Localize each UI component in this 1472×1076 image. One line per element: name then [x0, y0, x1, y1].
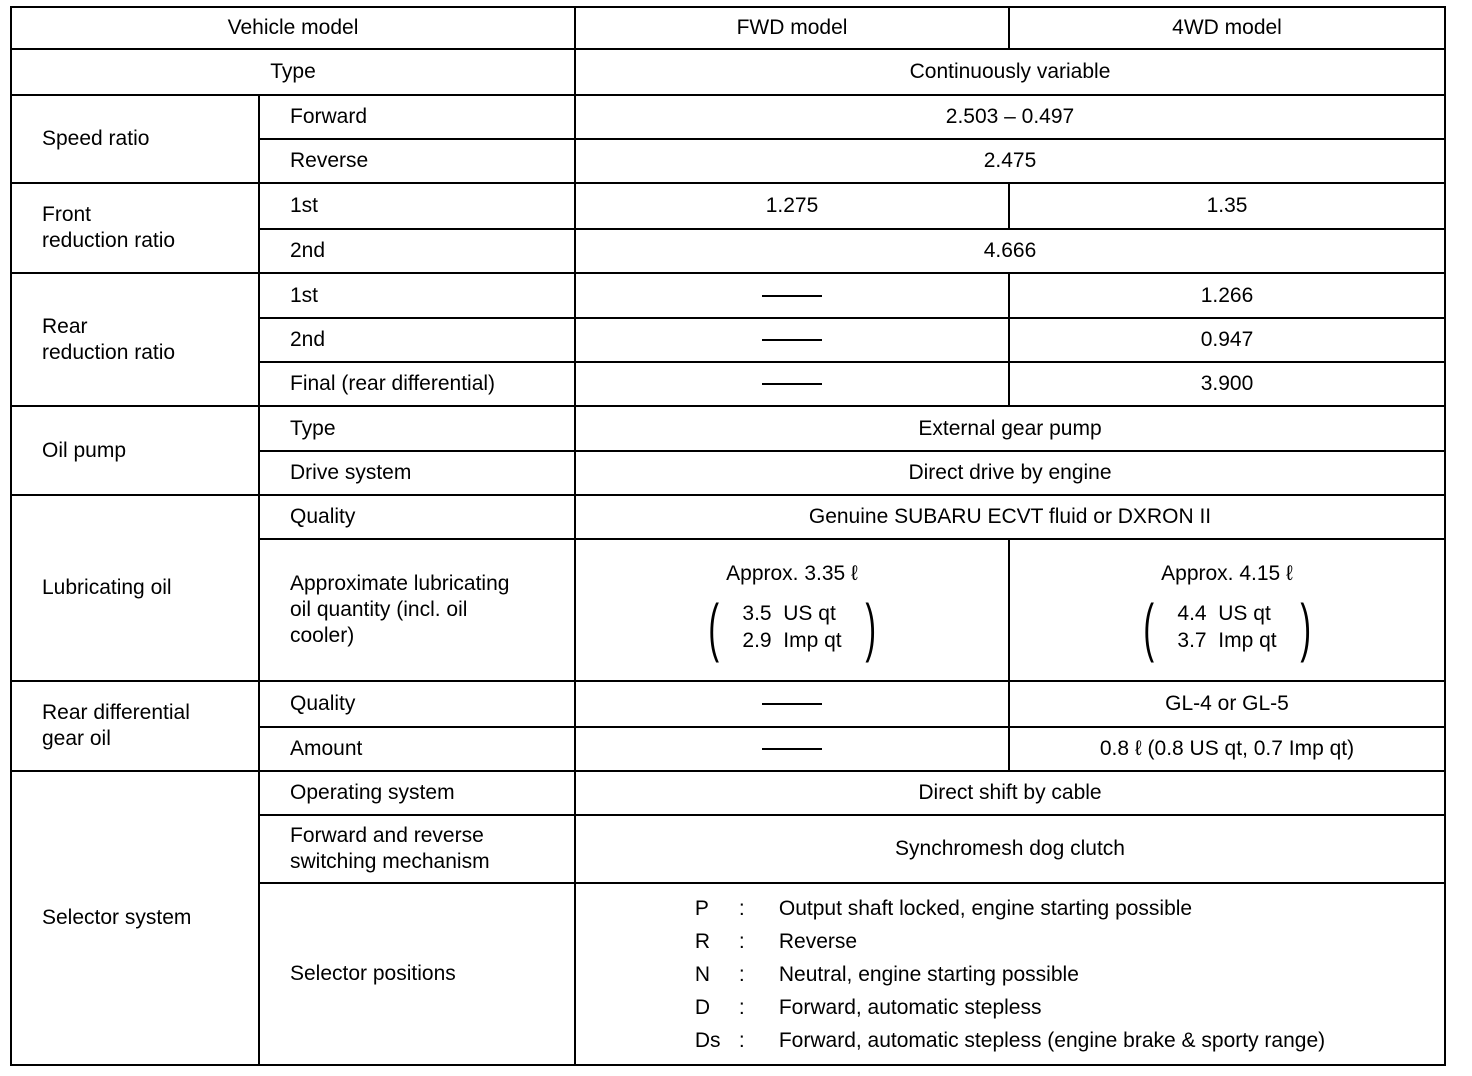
oil-pump-label: Oil pump [11, 406, 259, 495]
not-applicable-dash [762, 339, 822, 341]
rear-1st-label: 1st [259, 273, 575, 318]
rear-final-label: Final (rear differential) [259, 362, 575, 406]
front-reduction-label [11, 183, 259, 273]
header-row [11, 7, 1445, 49]
selector-positions-list [695, 892, 1325, 1057]
awd-us-qt: 4.4 US qt [1177, 602, 1271, 625]
rear-reduction-label [11, 273, 259, 406]
rear-2nd-4wd: 0.947 [1009, 318, 1445, 362]
quantity-label-line3: cooler) [290, 624, 355, 647]
switching-mechanism-label [259, 815, 575, 883]
position-description: Neutral, engine starting possible [778, 962, 1079, 986]
operating-system-label: Operating system [259, 771, 575, 815]
oil-pump-drive-value: Direct drive by engine [575, 451, 1445, 495]
position-key: P [694, 896, 709, 920]
right-paren: ) [1299, 591, 1311, 663]
rear-diff-oil-label [11, 681, 259, 771]
selector-position-d [695, 991, 1325, 1024]
lubricating-quality-label: Quality [259, 495, 575, 539]
lubricating-oil-label: Lubricating oil [11, 495, 259, 681]
type-label: Type [11, 49, 575, 95]
position-description: Forward, automatic stepless (engine brake & sporty range) [778, 1028, 1326, 1052]
position-description: Output shaft locked, engine starting possible [778, 896, 1193, 920]
rear-reduction-label-line1: Rear [42, 314, 88, 338]
position-key: Ds [694, 1028, 721, 1052]
selector-system-label: Selector system [11, 771, 259, 1065]
operating-system-value: Direct shift by cable [575, 771, 1445, 815]
reverse-value: 2.475 [575, 139, 1445, 183]
not-applicable-dash [762, 295, 822, 297]
fwd-imp-qt: 2.9 Imp qt [742, 629, 842, 652]
left-paren: ( [1143, 591, 1155, 663]
not-applicable-dash [762, 383, 822, 385]
selector-position-ds [695, 1024, 1325, 1057]
forward-label: Forward [259, 95, 575, 139]
awd-oil-quantity [1009, 539, 1445, 681]
front-2nd-label: 2nd [259, 229, 575, 273]
lubricating-quality-value: Genuine SUBARU ECVT fluid or DXRON II [575, 495, 1445, 539]
front-reduction-label-line1: Front [42, 203, 92, 226]
rear-reduction-label-line2: reduction ratio [42, 340, 176, 364]
rear-diff-label-line1: Rear differential [42, 701, 190, 724]
rear-diff-quality-row [11, 681, 1445, 727]
selector-position-p [695, 892, 1325, 925]
fwd-approx-liters: Approx. 3.35 ℓ [726, 562, 858, 585]
right-paren: ) [864, 591, 876, 663]
forward-value: 2.503 – 0.497 [575, 95, 1445, 139]
transmission-spec-table [10, 6, 1446, 1066]
selector-operating-row [11, 771, 1445, 815]
selector-positions-label: Selector positions [259, 883, 575, 1065]
not-applicable-dash [762, 748, 822, 750]
position-colon: : [738, 896, 745, 920]
position-key: R [694, 929, 711, 953]
rear-final-4wd: 3.900 [1009, 362, 1445, 406]
not-applicable-dash [762, 703, 822, 705]
front-1st-fwd: 1.275 [575, 183, 1009, 229]
position-description: Reverse [778, 929, 858, 953]
quantity-label-line2: oil quantity (incl. oil [290, 598, 468, 621]
front-reduction-label-line2: reduction ratio [42, 229, 176, 252]
position-colon: : [738, 1028, 745, 1052]
fwd-oil-quantity [575, 539, 1009, 681]
fwd-conversion [703, 591, 881, 663]
selector-position-r [695, 925, 1325, 958]
front-reduction-1st-row [11, 183, 1445, 229]
rear-diff-amount-fwd-na [575, 727, 1009, 771]
position-colon: : [738, 962, 745, 986]
oil-pump-type-label: Type [259, 406, 575, 451]
awd-approx-liters: Approx. 4.15 ℓ [1161, 562, 1293, 585]
rear-diff-amount-4wd: 0.8 ℓ (0.8 US qt, 0.7 Imp qt) [1009, 727, 1445, 771]
rear-diff-quality-4wd: GL-4 or GL-5 [1009, 681, 1445, 727]
quantity-label-line1: Approximate lubricating [290, 572, 510, 595]
switching-label-line2: switching mechanism [290, 850, 490, 873]
rear-final-fwd-na [575, 362, 1009, 406]
speed-ratio-label: Speed ratio [11, 95, 259, 183]
position-colon: : [738, 995, 745, 1019]
front-1st-label: 1st [259, 183, 575, 229]
position-key: N [694, 962, 711, 986]
rear-diff-quality-fwd-na [575, 681, 1009, 727]
awd-imp-qt: 3.7 Imp qt [1177, 629, 1277, 652]
reverse-label: Reverse [259, 139, 575, 183]
oil-pump-type-row [11, 406, 1445, 451]
switching-label-line1: Forward and reverse [290, 824, 484, 847]
fwd-model-header: FWD model [575, 7, 1009, 49]
left-paren: ( [708, 591, 720, 663]
switching-mechanism-value: Synchromesh dog clutch [575, 815, 1445, 883]
position-description: Forward, automatic stepless [778, 995, 1042, 1019]
rear-diff-label-line2: gear oil [42, 727, 111, 750]
oil-pump-drive-label: Drive system [259, 451, 575, 495]
lubricating-quality-row [11, 495, 1445, 539]
selector-position-n [695, 958, 1325, 991]
awd-conversion [1138, 591, 1316, 663]
rear-1st-4wd: 1.266 [1009, 273, 1445, 318]
position-colon: : [738, 929, 745, 953]
rear-diff-quality-label: Quality [259, 681, 575, 727]
oil-pump-type-value: External gear pump [575, 406, 1445, 451]
front-2nd-value: 4.666 [575, 229, 1445, 273]
rear-2nd-fwd-na [575, 318, 1009, 362]
position-key: D [694, 995, 711, 1019]
front-1st-4wd: 1.35 [1009, 183, 1445, 229]
selector-positions-value [575, 883, 1445, 1065]
awd-model-header: 4WD model [1009, 7, 1445, 49]
vehicle-model-header: Vehicle model [11, 7, 575, 49]
rear-diff-amount-label: Amount [259, 727, 575, 771]
rear-reduction-1st-row [11, 273, 1445, 318]
type-row [11, 49, 1445, 95]
rear-2nd-label: 2nd [259, 318, 575, 362]
rear-1st-fwd-na [575, 273, 1009, 318]
lubricating-quantity-label [259, 539, 575, 681]
speed-ratio-forward-row [11, 95, 1445, 139]
type-value: Continuously variable [575, 49, 1445, 95]
fwd-us-qt: 3.5 US qt [742, 602, 836, 625]
